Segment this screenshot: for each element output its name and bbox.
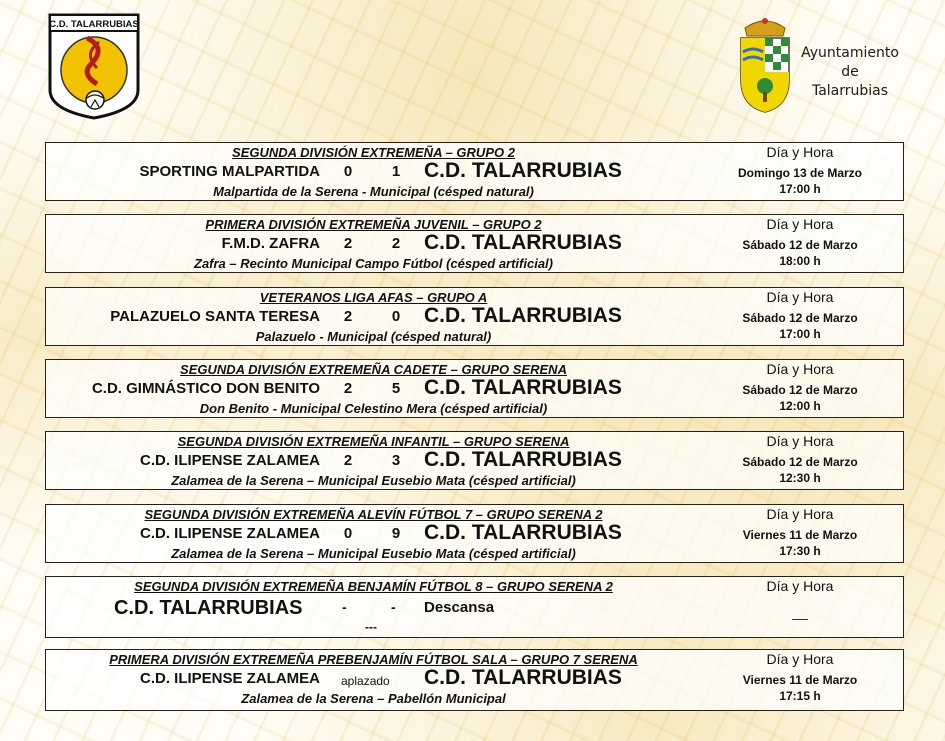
match-date: Viernes 11 de Marzo	[742, 673, 858, 687]
match-card	[45, 287, 904, 346]
away-score: 1	[391, 163, 401, 180]
match-date: Viernes 11 de Marzo	[742, 528, 858, 542]
competition-title: PRIMERA DIVISIÓN EXTREMEÑA PREBENJAMÍN FÚTBOL SALA – GRUPO 7 SERENA	[109, 652, 638, 667]
match-card	[45, 214, 904, 273]
dia-hora-label: Día y Hora	[766, 433, 834, 449]
home-score: 0	[343, 525, 353, 542]
match-card	[45, 504, 904, 563]
home-score: 2	[343, 235, 353, 252]
match-time: 17:30 h	[779, 544, 821, 558]
match-time: 12:00 h	[779, 399, 821, 413]
home-score: 2	[343, 452, 353, 469]
venue: Zalamea de la Serena – Municipal Eusebio Mata (césped artificial)	[171, 473, 576, 488]
home-team: C.D. TALARRUBIAS	[114, 597, 303, 619]
dia-hora-label: Día y Hora	[766, 361, 834, 377]
match-time: 17:00 h	[779, 182, 821, 196]
competition-title: SEGUNDA DIVISIÓN EXTREMEÑA BENJAMÍN FÚTBOL 8 – GRUPO SERENA 2	[134, 579, 613, 594]
competition-title: SEGUNDA DIVISIÓN EXTREMEÑA INFANTIL – GRUPO SERENA	[177, 434, 570, 449]
home-score: -	[342, 599, 347, 615]
away-team: C.D. TALARRUBIAS	[424, 521, 622, 544]
away-team: C.D. TALARRUBIAS	[424, 231, 622, 254]
away-team: C.D. TALARRUBIAS	[424, 159, 622, 182]
home-team: PALAZUELO SANTA TERESA	[110, 308, 320, 325]
match-date: Sábado 12 de Marzo	[742, 238, 858, 252]
home-score: 2	[343, 308, 353, 325]
dia-hora-label: Día y Hora	[766, 289, 834, 305]
dia-hora-label: Día y Hora	[766, 651, 834, 667]
home-team: C.D. ILIPENSE ZALAMEA	[139, 452, 320, 469]
club-logo-text: C.D. TALARRUBIAS	[49, 19, 139, 30]
away-team: C.D. TALARRUBIAS	[424, 448, 622, 471]
home-team: C.D. GIMNÁSTICO DON BENITO	[91, 380, 320, 397]
venue: Zalamea de la Serena – Municipal Eusebio Mata (césped artificial)	[171, 546, 576, 561]
away-score: 2	[391, 235, 401, 252]
home-score: 2	[343, 380, 353, 397]
venue: Zalamea de la Serena – Pabellón Municipal	[241, 691, 506, 706]
venue: Zafra – Recinto Municipal Campo Fútbol (césped artificial)	[194, 256, 553, 271]
match-date: Sábado 12 de Marzo	[742, 311, 858, 325]
away-score: 5	[391, 380, 401, 397]
dia-hora-label: Día y Hora	[766, 578, 834, 594]
competition-title: SEGUNDA DIVISIÓN EXTREMEÑA ALEVÍN FÚTBOL 7 – GRUPO SERENA 2	[144, 507, 603, 522]
dia-hora-label: Día y Hora	[766, 144, 834, 160]
match-card	[45, 359, 904, 418]
postponed-match-card	[45, 649, 904, 711]
away-team: C.D. TALARRUBIAS	[424, 666, 622, 689]
home-team: C.D. ILIPENSE ZALAMEA	[139, 670, 320, 687]
home-score: 0	[343, 163, 353, 180]
away-score: -	[391, 599, 396, 615]
competition-title: SEGUNDA DIVISIÓN EXTREMEÑA – GRUPO 2	[232, 145, 515, 160]
match-time: 17:15 h	[779, 689, 821, 703]
competition-title: SEGUNDA DIVISIÓN EXTREMEÑA CADETE – GRUPO SERENA	[180, 362, 567, 377]
venue: Palazuelo - Municipal (césped natural)	[255, 329, 492, 344]
coat-of-arms-icon	[735, 14, 795, 114]
competition-title: VETERANOS LIGA AFAS – GRUPO A	[259, 290, 488, 305]
match-card	[45, 142, 904, 201]
ayuntamiento-name: Ayuntamiento de Talarrubias	[801, 45, 899, 99]
away-score: 0	[391, 308, 401, 325]
home-team: SPORTING MALPARTIDA	[139, 163, 320, 180]
away-team: C.D. TALARRUBIAS	[424, 376, 622, 399]
match-date: Domingo 13 de Marzo	[737, 166, 862, 180]
home-team: C.D. ILIPENSE ZALAMEA	[139, 525, 320, 542]
match-time: 18:00 h	[779, 254, 821, 268]
match-date: Sábado 12 de Marzo	[742, 383, 858, 397]
club-logo	[47, 12, 141, 120]
away-score: 3	[391, 452, 401, 469]
competition-title: PRIMERA DIVISIÓN EXTREMEÑA JUVENIL – GRUPO 2	[205, 217, 542, 232]
match-time: 12:30 h	[779, 471, 821, 485]
dia-hora-label: Día y Hora	[766, 216, 834, 232]
away-team: C.D. TALARRUBIAS	[424, 304, 622, 327]
home-team: F.M.D. ZAFRA	[221, 235, 320, 252]
match-time: 17:00 h	[779, 327, 821, 341]
postponed-status: aplazado	[341, 674, 390, 688]
descansa-label: Descansa	[424, 599, 495, 616]
bye-match-card	[45, 576, 904, 638]
venue: Don Benito - Municipal Celestino Mera (césped artificial)	[199, 401, 548, 416]
match-date: Sábado 12 de Marzo	[742, 455, 858, 469]
away-score: 9	[391, 525, 401, 542]
venue: ---	[365, 620, 377, 634]
venue: Malpartida de la Serena - Municipal (césped natural)	[213, 184, 534, 199]
match-date: __	[792, 604, 808, 620]
match-card	[45, 431, 904, 490]
dia-hora-label: Día y Hora	[766, 506, 834, 522]
